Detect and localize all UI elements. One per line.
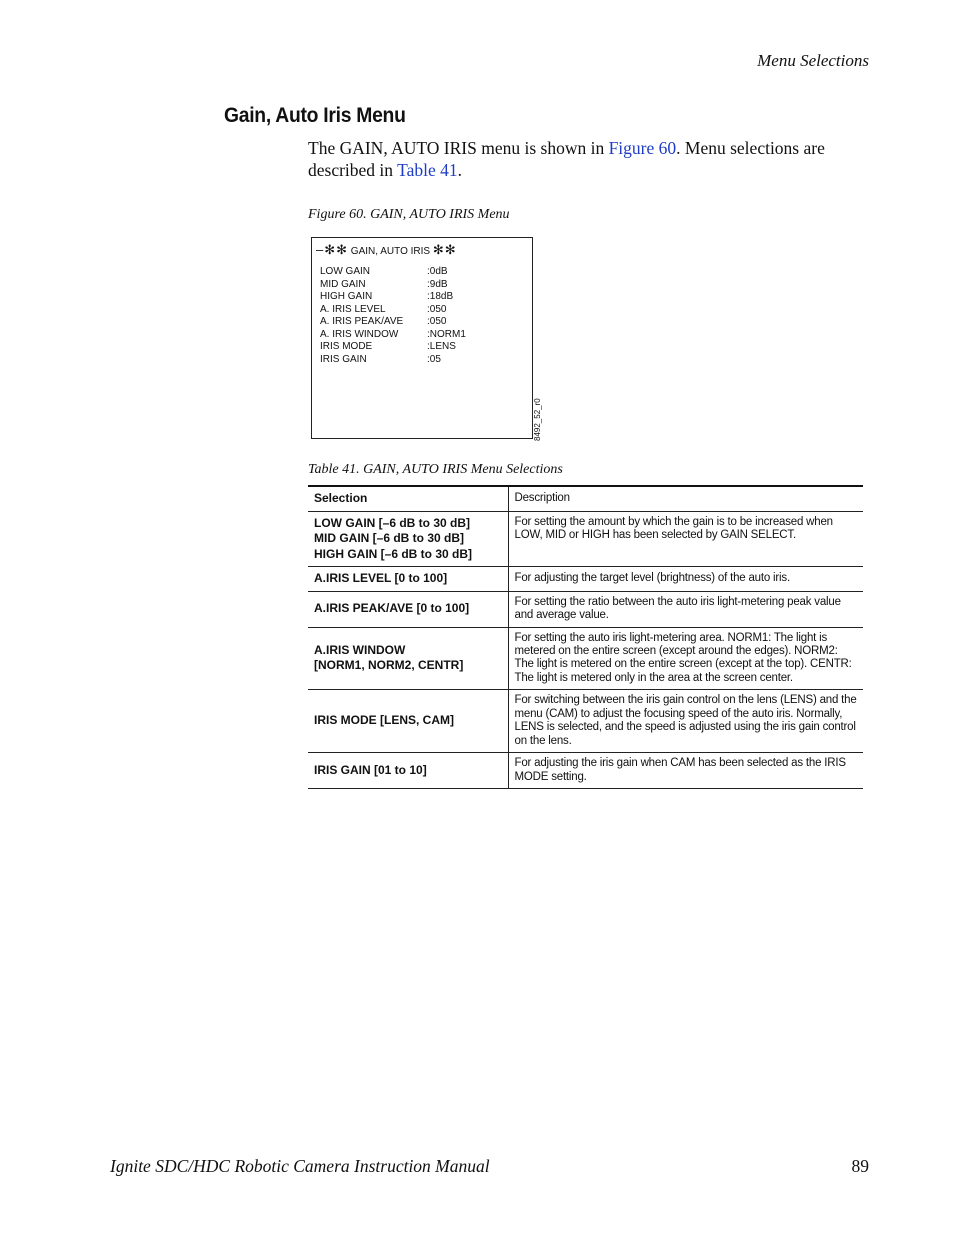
menu-title-suffix: ✻✻: [432, 242, 457, 257]
menu-row: [320, 291, 466, 304]
table-header-row: [308, 486, 863, 511]
selection-cell: [308, 567, 508, 592]
gain-auto-iris-menu-screen: [311, 237, 533, 439]
menu-row-label: A. IRIS LEVEL: [320, 303, 386, 315]
footer-manual-title: Ignite SDC/HDC Robotic Camera Instruction Manual: [110, 1156, 490, 1176]
menu-row-value: :05: [427, 353, 441, 365]
table-41-link[interactable]: Table 41: [397, 160, 458, 180]
menu-row-label: IRIS GAIN: [320, 353, 367, 365]
table-row: [308, 511, 863, 567]
table-row: [308, 567, 863, 592]
menu-title-text: GAIN, AUTO IRIS: [350, 246, 431, 257]
page-number: 89: [851, 1156, 869, 1176]
menu-row: [320, 341, 466, 354]
selection-line: A.IRIS WINDOW: [314, 642, 406, 657]
description-cell: For adjusting the target level (brightness) of the auto iris.: [508, 567, 863, 592]
selection-cell: [308, 627, 508, 690]
selection-line: A.IRIS PEAK/AVE [0 to 100]: [314, 601, 470, 616]
description-cell: For setting the ratio between the auto iris light-metering peak value and average value.: [508, 591, 863, 627]
menu-title-prefix: –✻✻: [316, 242, 349, 257]
selection-cell: [308, 690, 508, 753]
selection-line: A.IRIS LEVEL [0 to 100]: [314, 571, 448, 585]
menu-rows: [320, 266, 466, 366]
menu-row-value: :0dB: [427, 266, 448, 277]
table-row: [308, 690, 863, 753]
selection-line: LOW GAIN [–6 dB to 30 dB]: [314, 515, 470, 530]
table-row: [308, 627, 863, 690]
menu-row-value: :18dB: [427, 291, 454, 302]
description-cell: For adjusting the iris gain when CAM has been selected as the IRIS MODE setting.: [508, 753, 863, 789]
menu-row-value: :050: [427, 303, 447, 315]
figure-60-link[interactable]: Figure 60: [608, 138, 677, 158]
menu-row: [320, 354, 466, 367]
menu-row: [320, 304, 466, 317]
intro-text-3: .: [457, 160, 462, 180]
selection-cell: [308, 511, 508, 567]
selection-cell: [308, 753, 508, 789]
description-cell: For setting the amount by which the gain is to be increased when LOW, MID or HIGH has been selected by GAIN SELECT.: [508, 511, 863, 567]
menu-row-value: :9dB: [427, 278, 448, 290]
menu-row-label: HIGH GAIN: [320, 291, 373, 302]
menu-row-label: IRIS MODE: [320, 341, 373, 352]
menu-row: [320, 266, 466, 279]
selection-line: IRIS GAIN [01 to 10]: [314, 762, 427, 777]
menu-selections-table: [308, 485, 863, 789]
selection-cell: [308, 591, 508, 627]
menu-title: [316, 242, 457, 258]
table-caption: Table 41. GAIN, AUTO IRIS Menu Selections: [308, 462, 563, 477]
intro-text-2: . Menu selections are described in: [308, 138, 825, 180]
menu-row-value: :LENS: [427, 341, 456, 352]
selection-line: HIGH GAIN [–6 dB to 30 dB]: [314, 546, 473, 561]
selection-line: MID GAIN [–6 dB to 30 dB]: [314, 531, 465, 545]
menu-row-label: A. IRIS PEAK/AVE: [320, 316, 404, 327]
running-header: Menu Selections: [757, 51, 869, 70]
intro-paragraph: [308, 137, 868, 181]
table-row: [308, 591, 863, 627]
section-heading: Gain, Auto Iris Menu: [224, 104, 406, 127]
intro-text-1: The GAIN, AUTO IRIS menu is shown in: [308, 138, 609, 158]
header-description: Description: [508, 486, 863, 511]
menu-row-label: A. IRIS WINDOW: [320, 328, 399, 340]
menu-row: [320, 316, 466, 329]
menu-row: [320, 279, 466, 292]
description-cell: For switching between the iris gain control on the lens (LENS) and the menu (CAM) to adjust the focusing speed of the auto iris. Normally, LENS is selected, and the speed is adjusted using the iris gain control on the lens.: [508, 690, 863, 753]
figure-id: 8492_52_r0: [533, 398, 542, 441]
header-selection: Selection: [308, 486, 508, 511]
menu-row-value: :NORM1: [427, 328, 466, 340]
menu-row: [320, 329, 466, 342]
figure-caption: Figure 60. GAIN, AUTO IRIS Menu: [308, 207, 510, 222]
table-row: [308, 753, 863, 789]
selection-line: IRIS MODE [LENS, CAM]: [314, 713, 454, 728]
menu-row-label: LOW GAIN: [320, 266, 371, 277]
menu-row-value: :050: [427, 316, 447, 327]
description-cell: For setting the auto iris light-metering area. NORM1: The light is metered on the entire screen (except around the edges). NORM2: The light is metered on the entire screen (except at the top). CENTR: The light is metered only in the area at the screen center.: [508, 627, 863, 690]
selection-line: [NORM1, NORM2, CENTR]: [314, 658, 464, 673]
menu-row-label: MID GAIN: [320, 278, 366, 290]
